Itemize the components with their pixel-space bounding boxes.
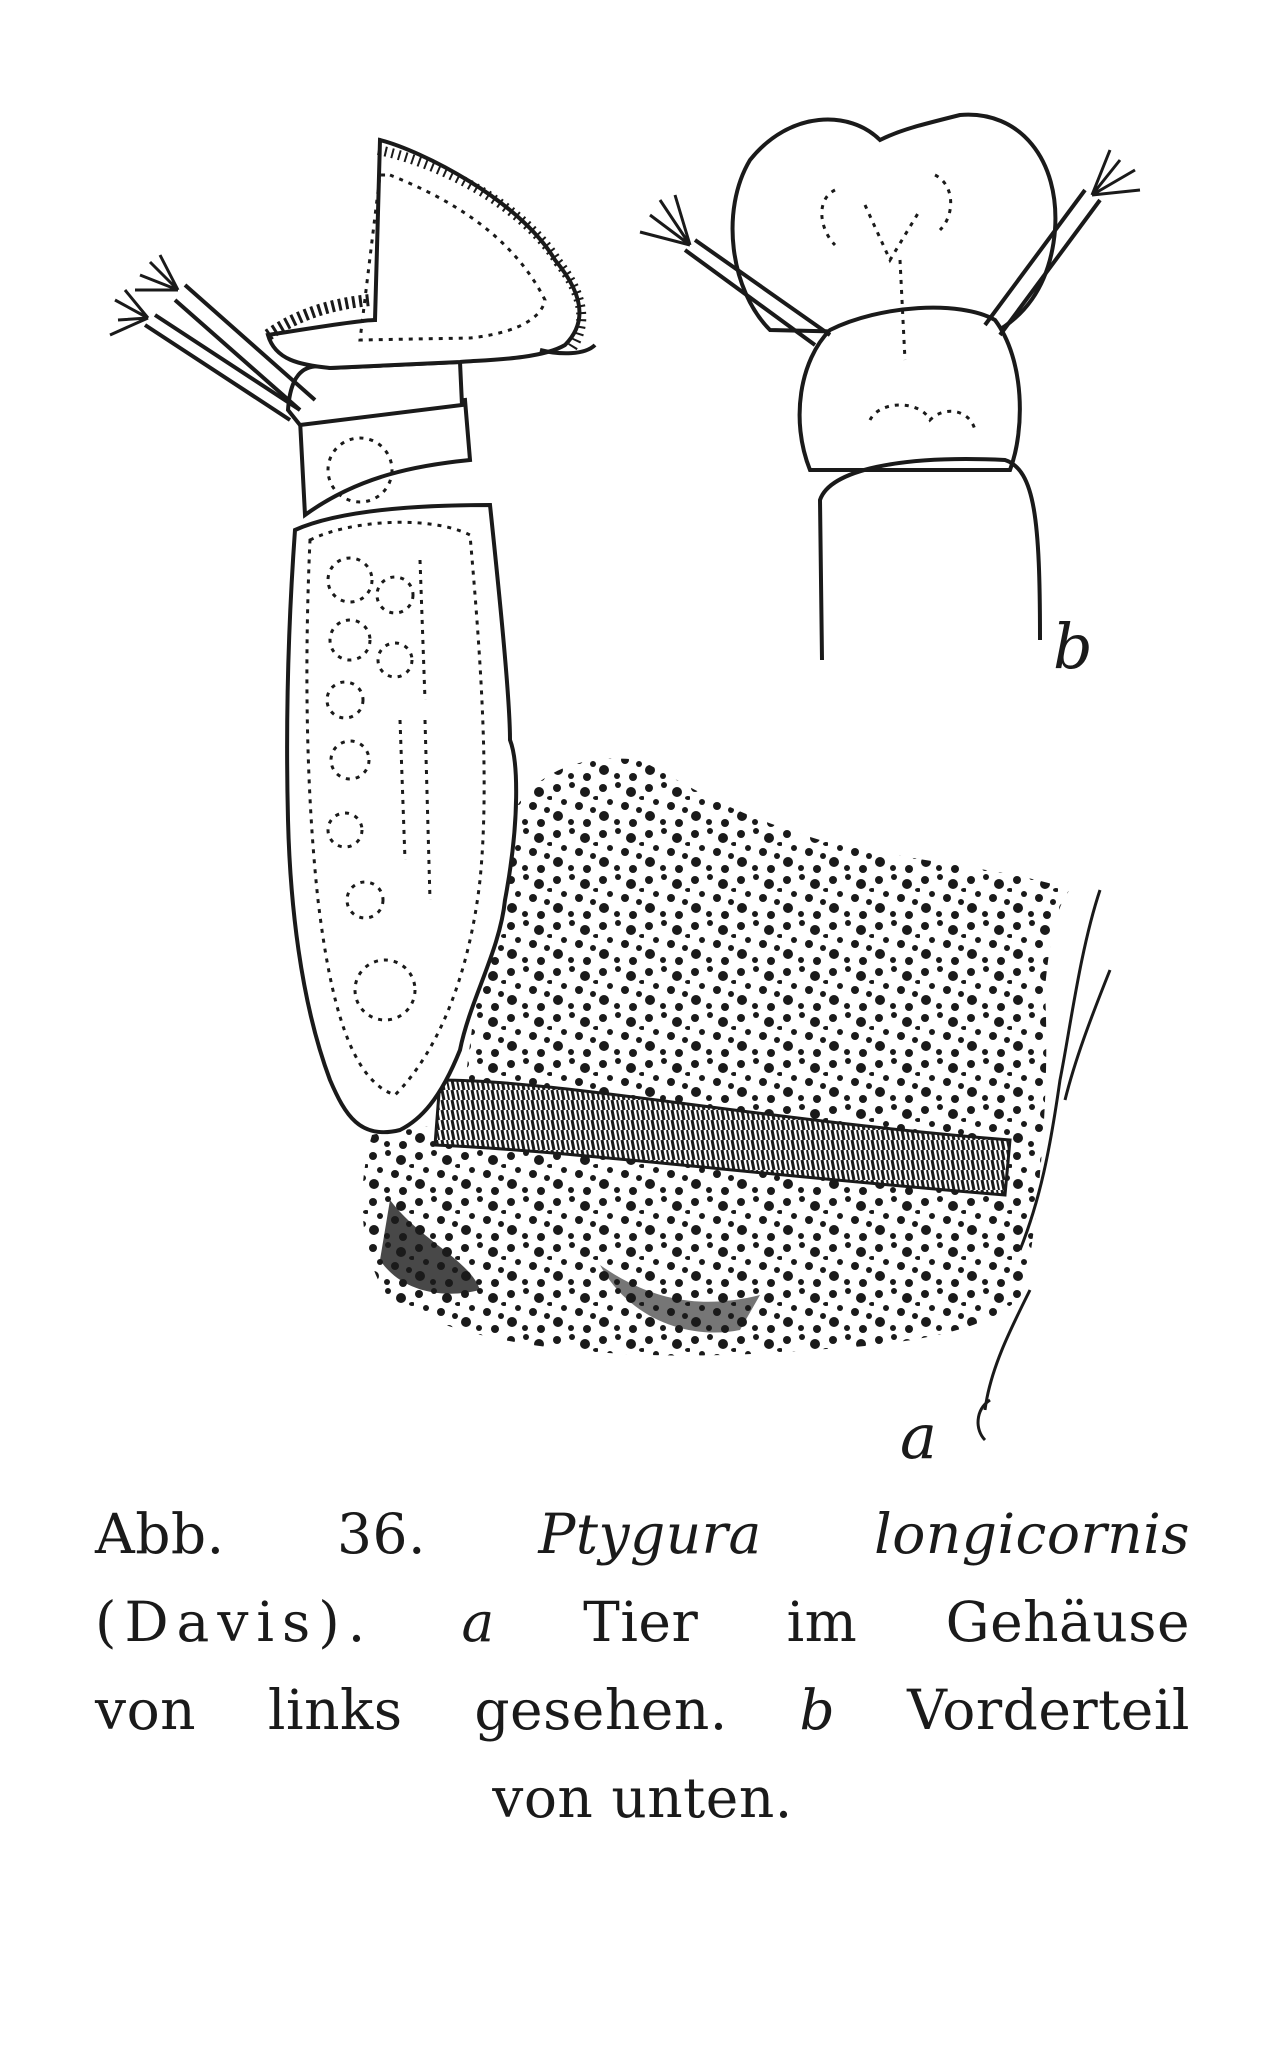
part-b-label: b	[799, 1678, 836, 1742]
pointer-mark	[978, 1400, 990, 1440]
species-name: longicornis	[874, 1502, 1190, 1566]
panel-b-head	[733, 115, 1056, 660]
caption-line-2	[95, 1578, 1190, 1666]
panel-b-label: b	[1053, 610, 1093, 683]
part-b-text-cont: von unten.	[492, 1766, 793, 1830]
author-name: (Davis).	[95, 1590, 374, 1654]
figure-caption	[95, 1490, 1190, 1842]
caption-line-4	[95, 1754, 1190, 1842]
part-b-text: Vorderteil	[907, 1678, 1191, 1742]
caption-line-3	[95, 1666, 1190, 1754]
caption-line-1	[95, 1490, 1190, 1578]
part-a-text: Tier im Gehäuse	[583, 1590, 1191, 1654]
part-a-text-cont: von links gesehen.	[95, 1678, 728, 1742]
panel-a-label: a	[900, 1400, 937, 1473]
part-a-label: a	[461, 1590, 495, 1654]
corona	[268, 140, 595, 368]
genus-name: Ptygura	[538, 1502, 762, 1566]
figure-number: Abb. 36.	[95, 1502, 426, 1566]
